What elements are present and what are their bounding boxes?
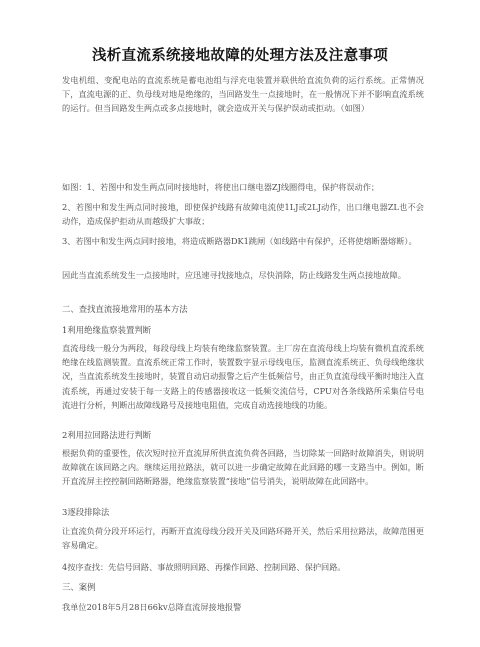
intro-paragraph: 发电机组、变配电站的直流系统是蓄电池组与浮充电装置并联供给直流负荷的运行系统。正常情况下，直流电源的正、负母线对地是绝缘的，当回路发生一点接地时，在一般情况下并不影响直流系统的运行。但当回路发生两点或多点接地时，就会造成开关与保护误动或拒动。（如图） [62,75,424,114]
conclusion-paragraph: 因此当直流系统发生一点接地时，应迅速寻找接地点，尽快消除，防止线路发生两点接地故障。 [62,270,406,280]
figure-item-1: 如图：1、若图中和发生两点同时接地时，将使出口继电器ZJ线圈得电，保护将误动作； [62,182,380,192]
method-3-heading: 3逐段排除法 [62,507,110,517]
section-3-heading: 三、案例 [62,582,96,592]
figure-item-3: 3、若图中和发生两点同时接地，将造成断路器DK1跳闸（如线路中有保护，还将使熔断器熔断）。 [62,236,417,246]
method-3-body: 让直流负荷分段开环运行，再断开直流母线分段开关及回路环路开关，然后采用拉路法，故障范围更容易确定。 [62,526,424,551]
method-2-body: 根据负荷的重要性，依次短时拉开直流屏所供直流负荷各回路，当切除某一回路时故障消失，则说明故障就在该回路之内。继续运用拉路法，就可以进一步确定故障在此回路的哪一支路当中。例如，断开直流屏主控控制回路断路器，绝缘监察装置“接地”信号消失，说明故障在此回路中。 [62,448,424,487]
document-title: 浅析直流系统接地故障的处理方法及注意事项 [92,48,388,64]
method-1-body: 直流母线一般分为两段，每段母线上均装有绝缘监察装置。主厂房在直流母线上均装有微机直流系统绝缘在线监测装置。直流系统正常工作时，装置数字显示母线电压，监测直流系统正、负母线绝缘状况，当直流系统发生接地时，装置自动启动报警之后产生低频信号，由正负直流母线平衡时地注入直流系统，再通过安装于每一支路上的传感器接收这一低频交流信号，CPU对各条线路所采集信号电流进行分析，判断出故障线路号及接地电阻值，完成自动选接地线的功能。 [62,343,424,410]
method-2-heading: 2利用拉回路法进行判断 [62,430,152,440]
case-line: 我单位2018年5月28日66kv总降直流屏接地报警 [62,602,242,612]
method-4-paragraph: 4按序查找：先信号回路、事故照明回路、再操作回路、控制回路、保护回路。 [62,562,346,572]
figure-placeholder [62,130,424,178]
method-1-heading: 1利用绝缘监察装置判断 [62,325,152,335]
figure-item-2: 2、若图中和发生两点同时接地，即使保护线路有故障电流使1LJ或2LJ动作，出口继电器ZL也不会动作，造成保护拒动从而越级扩大事故； [62,202,424,227]
section-2-heading: 二、查找直流接地常用的基本方法 [62,304,188,314]
